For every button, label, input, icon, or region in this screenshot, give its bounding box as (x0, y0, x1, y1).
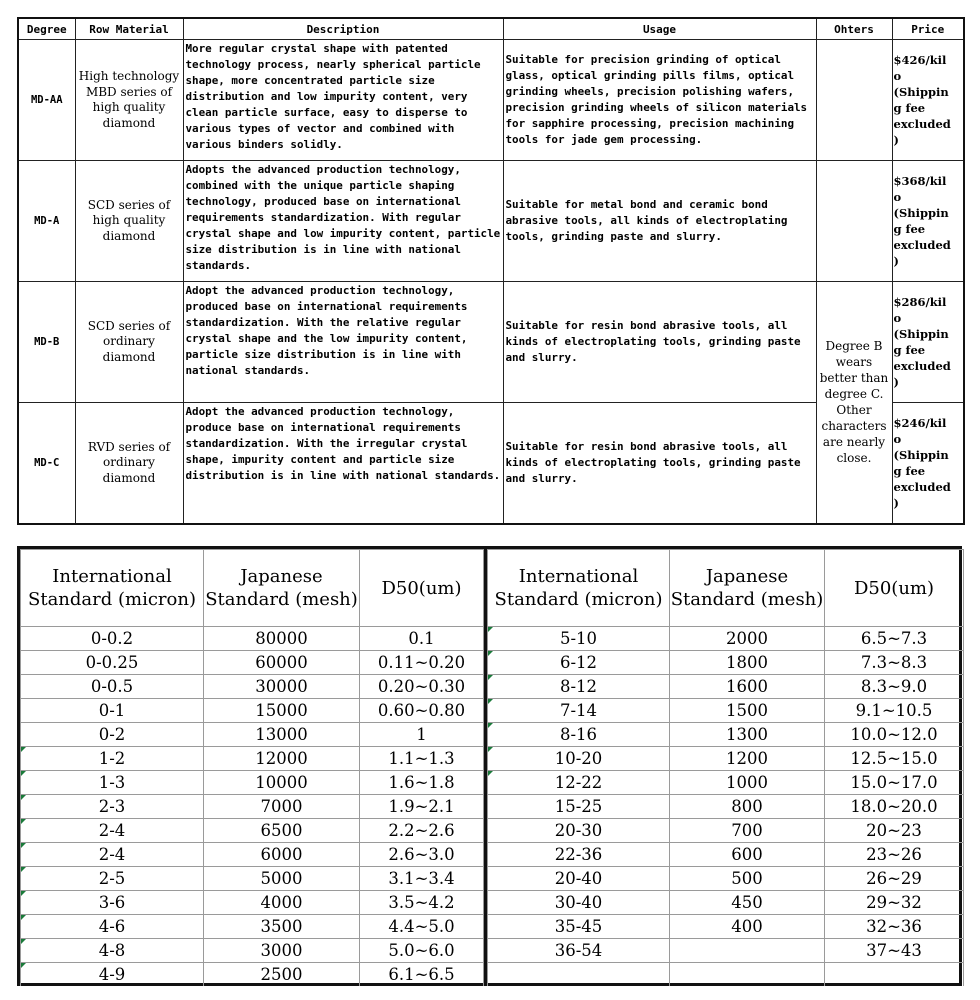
size-mesh-cell (670, 963, 825, 987)
grade-price (892, 40, 964, 161)
price-line: g fee (893, 101, 926, 115)
grade-material: RVD series of ordinary diamond (75, 403, 183, 524)
size-mesh-cell: 400 (670, 915, 825, 939)
size-intl-cell: 2-4 (21, 819, 204, 843)
size-d50-cell: 7.3~8.3 (825, 651, 964, 675)
size-table-row (488, 963, 964, 987)
size-mesh-cell: 2500 (204, 963, 360, 987)
size-d50-cell: 15.0~17.0 (825, 771, 964, 795)
size-table-row (488, 723, 964, 747)
size-d50-cell: 23~26 (825, 843, 964, 867)
size-table-row (21, 939, 484, 963)
price-line: $246/kil (893, 415, 947, 430)
size-table-row (488, 867, 964, 891)
header-japanese-standard: Japanese Standard (mesh) (670, 550, 825, 627)
size-table-right (487, 549, 964, 986)
size-intl-cell: 0-1 (21, 699, 204, 723)
header-d50: D50(um) (360, 550, 484, 627)
size-d50-cell: 37~43 (825, 939, 964, 963)
size-mesh-cell: 80000 (204, 627, 360, 651)
size-d50-cell: 3.5~4.2 (360, 891, 484, 915)
size-table-row (21, 819, 484, 843)
size-table-header-row (488, 550, 964, 627)
size-intl-cell: 4-8 (21, 939, 204, 963)
grade-description: More regular crystal shape with patented technology process, nearly spherical particle shape, more concentrated particle size distribution and low impurity content, very clean particle surface, easy to disperse to various types of vector and combined with various binders solidly. (183, 40, 503, 161)
size-intl-cell: 1-3 (21, 771, 204, 795)
size-mesh-cell: 600 (670, 843, 825, 867)
size-d50-cell: 1.9~2.1 (360, 795, 484, 819)
price-line: (Shippin (893, 206, 949, 220)
grade-price (892, 161, 964, 282)
size-table-row (21, 627, 484, 651)
size-table-row (488, 747, 964, 771)
grade-usage: Suitable for resin bond abrasive tools, all kinds of electroplating tools, grinding paste and slurry. (503, 403, 816, 524)
grade-description: Adopt the advanced production technology, produced base on international requirements standardization. With the relative regular crystal shape and the low impurity content, particle size distribution is in line with national standards. (183, 282, 503, 403)
size-d50-cell: 20~23 (825, 819, 964, 843)
size-d50-cell: 9.1~10.5 (825, 699, 964, 723)
price-line: g fee (893, 463, 926, 478)
size-table-row (21, 915, 484, 939)
price-line: o (893, 69, 902, 83)
price-line: excluded (893, 117, 951, 131)
grade-degree: MD-A (18, 161, 75, 282)
diamond-grade-table (17, 17, 965, 525)
size-d50-cell: 6.1~6.5 (360, 963, 484, 987)
grade-degree: MD-AA (18, 40, 75, 161)
size-mesh-cell: 30000 (204, 675, 360, 699)
size-d50-cell: 1 (360, 723, 484, 747)
size-d50-cell: 2.6~3.0 (360, 843, 484, 867)
header-others: Ohters (816, 18, 892, 40)
price-line: ) (893, 495, 899, 510)
price-line: o (893, 431, 902, 446)
size-table-row (21, 771, 484, 795)
size-d50-cell: 4.4~5.0 (360, 915, 484, 939)
size-intl-cell: 6-12 (488, 651, 670, 675)
grade-others-note: Degree B wears better than degree C. Other characters are nearly close. (816, 282, 892, 524)
size-mesh-cell: 5000 (204, 867, 360, 891)
size-intl-cell (488, 963, 670, 987)
price-line: excluded (893, 238, 951, 252)
size-d50-cell: 0.60~0.80 (360, 699, 484, 723)
size-mesh-cell: 800 (670, 795, 825, 819)
size-intl-cell: 36-54 (488, 939, 670, 963)
size-table-row (21, 891, 484, 915)
size-table-row (488, 843, 964, 867)
size-d50-cell: 18.0~20.0 (825, 795, 964, 819)
size-intl-cell: 0-0.2 (21, 627, 204, 651)
price-line: o (893, 311, 902, 325)
price-line: ) (893, 254, 899, 268)
size-d50-cell: 12.5~15.0 (825, 747, 964, 771)
size-intl-cell: 4-9 (21, 963, 204, 987)
size-mesh-cell: 1300 (670, 723, 825, 747)
size-intl-cell: 30-40 (488, 891, 670, 915)
size-d50-cell: 5.0~6.0 (360, 939, 484, 963)
size-mesh-cell: 15000 (204, 699, 360, 723)
size-d50-cell: 32~36 (825, 915, 964, 939)
price-line: ) (893, 133, 899, 147)
size-intl-cell: 8-16 (488, 723, 670, 747)
grade-table-header-row (18, 18, 964, 40)
size-d50-cell: 29~32 (825, 891, 964, 915)
size-table-row (21, 723, 484, 747)
grade-material: High technology MBD series of high quality diamond (75, 40, 183, 161)
grade-material: SCD series of ordinary diamond (75, 282, 183, 403)
grade-usage: Suitable for metal bond and ceramic bond abrasive tools, all kinds of electroplating tools, grinding paste and slurry. (503, 161, 816, 282)
price-line: excluded (893, 479, 951, 494)
header-usage: Usage (503, 18, 816, 40)
size-intl-cell: 15-25 (488, 795, 670, 819)
header-d50: D50(um) (825, 550, 964, 627)
size-mesh-cell: 1600 (670, 675, 825, 699)
size-intl-cell: 2-3 (21, 795, 204, 819)
size-mesh-cell: 10000 (204, 771, 360, 795)
size-table-row (21, 699, 484, 723)
size-intl-cell: 0-0.5 (21, 675, 204, 699)
size-intl-cell: 7-14 (488, 699, 670, 723)
size-d50-cell: 10.0~12.0 (825, 723, 964, 747)
size-d50-cell: 6.5~7.3 (825, 627, 964, 651)
particle-size-tables (17, 546, 962, 986)
size-d50-cell: 0.1 (360, 627, 484, 651)
grade-usage: Suitable for precision grinding of optical glass, optical grinding pills films, optical grinding wheels, precision polishing wafers, precision grinding wheels of silicon materials for sapphire processing, precision machining tools for jade gem processing. (503, 40, 816, 161)
price-line: (Shippin (893, 447, 949, 462)
price-line: (Shippin (893, 327, 949, 341)
size-table-row (21, 747, 484, 771)
header-price: Price (892, 18, 964, 40)
size-table-row (488, 891, 964, 915)
size-intl-cell: 20-40 (488, 867, 670, 891)
size-d50-cell: 0.11~0.20 (360, 651, 484, 675)
size-d50-cell: 8.3~9.0 (825, 675, 964, 699)
size-intl-cell: 10-20 (488, 747, 670, 771)
size-d50-cell: 3.1~3.4 (360, 867, 484, 891)
size-table-row (488, 699, 964, 723)
size-table-left (20, 549, 484, 986)
size-table-row (21, 675, 484, 699)
size-mesh-cell: 6000 (204, 843, 360, 867)
grade-description: Adopt the advanced production technology, produce base on international requirements standardization. With the irregular crystal shape, impurity content and particle size distribution is in line with national standards. (183, 403, 503, 524)
grade-price (892, 403, 964, 524)
size-mesh-cell: 500 (670, 867, 825, 891)
size-intl-cell: 2-5 (21, 867, 204, 891)
size-mesh-cell: 1200 (670, 747, 825, 771)
grade-price (892, 282, 964, 403)
size-intl-cell: 20-30 (488, 819, 670, 843)
size-table-row (488, 915, 964, 939)
size-table-row (21, 651, 484, 675)
size-intl-cell: 4-6 (21, 915, 204, 939)
size-mesh-cell: 7000 (204, 795, 360, 819)
size-intl-cell: 5-10 (488, 627, 670, 651)
grade-row-md-aa (18, 40, 964, 161)
size-mesh-cell: 3500 (204, 915, 360, 939)
header-degree: Degree (18, 18, 75, 40)
size-mesh-cell: 4000 (204, 891, 360, 915)
size-mesh-cell (670, 939, 825, 963)
grade-row-md-a (18, 161, 964, 282)
price-line: (Shippin (893, 85, 949, 99)
header-raw-material: Row Material (75, 18, 183, 40)
size-mesh-cell: 1000 (670, 771, 825, 795)
size-mesh-cell: 450 (670, 891, 825, 915)
size-table-row (488, 651, 964, 675)
size-intl-cell: 35-45 (488, 915, 670, 939)
size-table-row (488, 795, 964, 819)
price-line: g fee (893, 343, 926, 357)
grade-usage: Suitable for resin bond abrasive tools, all kinds of electroplating tools, grinding paste and slurry. (503, 282, 816, 403)
size-mesh-cell: 13000 (204, 723, 360, 747)
price-line: $286/kil (893, 295, 947, 309)
grade-degree: MD-B (18, 282, 75, 403)
grade-material: SCD series of high quality diamond (75, 161, 183, 282)
size-table-row (21, 843, 484, 867)
header-description: Description (183, 18, 503, 40)
grade-description: Adopts the advanced production technology, combined with the unique particle shaping technology, produced base on international requirements standardization. With regular crystal shape and low impurity content, particle size distribution is in line with national standards. (183, 161, 503, 282)
price-line: o (893, 190, 902, 204)
price-line: $426/kil (893, 53, 947, 67)
size-mesh-cell: 12000 (204, 747, 360, 771)
size-d50-cell: 2.2~2.6 (360, 819, 484, 843)
price-line: ) (893, 375, 899, 389)
grade-degree: MD-C (18, 403, 75, 524)
header-japanese-standard: Japanese Standard (mesh) (204, 550, 360, 627)
grade-others-empty (816, 40, 892, 161)
grade-row-md-b (18, 282, 964, 403)
size-table-row (21, 963, 484, 987)
price-line: g fee (893, 222, 926, 236)
size-d50-cell (825, 963, 964, 987)
size-d50-cell: 0.20~0.30 (360, 675, 484, 699)
size-table-header-row (21, 550, 484, 627)
size-table-row (488, 939, 964, 963)
size-mesh-cell: 700 (670, 819, 825, 843)
size-intl-cell: 2-4 (21, 843, 204, 867)
size-intl-cell: 1-2 (21, 747, 204, 771)
size-intl-cell: 12-22 (488, 771, 670, 795)
size-d50-cell: 1.6~1.8 (360, 771, 484, 795)
size-table-row (488, 675, 964, 699)
size-mesh-cell: 3000 (204, 939, 360, 963)
header-international-standard: International Standard (micron) (21, 550, 204, 627)
price-line: excluded (893, 359, 951, 373)
size-mesh-cell: 2000 (670, 627, 825, 651)
size-intl-cell: 8-12 (488, 675, 670, 699)
size-mesh-cell: 1800 (670, 651, 825, 675)
size-intl-cell: 0-0.25 (21, 651, 204, 675)
grade-others-empty (816, 161, 892, 282)
size-intl-cell: 0-2 (21, 723, 204, 747)
size-mesh-cell: 6500 (204, 819, 360, 843)
size-intl-cell: 22-36 (488, 843, 670, 867)
size-mesh-cell: 1500 (670, 699, 825, 723)
size-mesh-cell: 60000 (204, 651, 360, 675)
size-d50-cell: 1.1~1.3 (360, 747, 484, 771)
size-table-row (488, 771, 964, 795)
header-international-standard: International Standard (micron) (488, 550, 670, 627)
price-line: $368/kil (893, 174, 947, 188)
size-intl-cell: 3-6 (21, 891, 204, 915)
size-table-row (488, 627, 964, 651)
size-table-row (488, 819, 964, 843)
size-table-row (21, 867, 484, 891)
size-d50-cell: 26~29 (825, 867, 964, 891)
size-table-row (21, 795, 484, 819)
